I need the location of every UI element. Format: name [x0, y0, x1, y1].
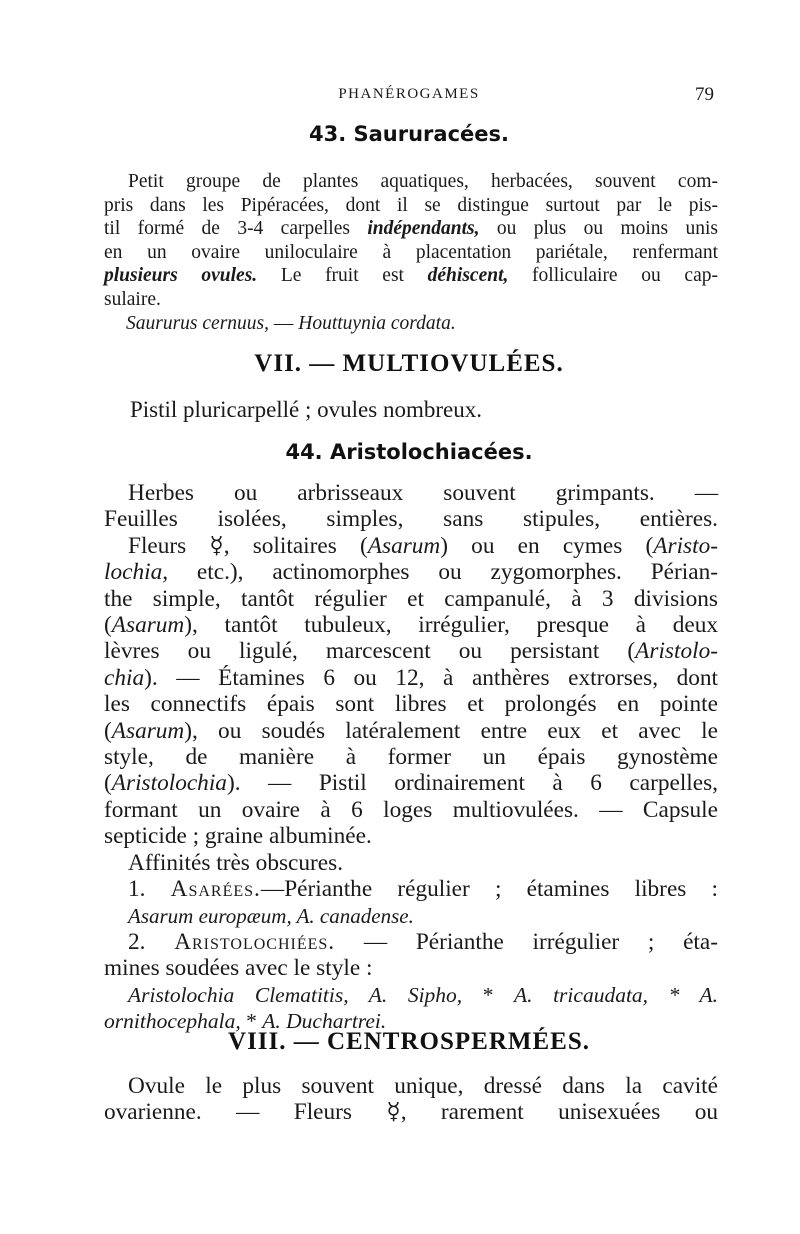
heading-aristolochiacees: 44. Aristolochiacées. — [285, 440, 533, 464]
text-line: formant un ovaire à 6 loges multiovulées. — Capsule — [104, 796, 718, 823]
example-line: Aristolochia Clematitis, A. Sipho, * A. tricaudata, * A. — [128, 982, 719, 1007]
text-line: Affinités très obscures. — [128, 849, 344, 876]
text-line: les connectifs épais sont libres et prolongés en pointe — [104, 691, 718, 718]
text-line: en un ovaire uniloculaire à placentation pariétale, renfermant — [104, 241, 718, 263]
text-line: style, de manière à former un épais gynostème — [104, 744, 718, 771]
text-line: Ovule le plus souvent unique, dressé dans la cavité — [128, 1073, 718, 1099]
page-number: 79 — [695, 84, 714, 105]
heading-saururacees: 43. Saururacées. — [308, 122, 509, 146]
example-line: Saururus cernuus, — Houttuynia cordata. — [126, 312, 456, 334]
text-line: (Asarum), tantôt tubuleux, irrégulier, presque à deux — [104, 612, 718, 639]
heading-centrospermees: VIII. — CENTROSPERMÉES. — [228, 1028, 590, 1055]
subgroup-aristolochiees: 2. Aristolochiées. — Périanthe irrégulier ; éta- — [128, 928, 718, 955]
text-line: (Asarum), ou soudés latéralement entre eux et avec le — [104, 717, 718, 744]
subgroup-asarees: 1. Asarées.—Périanthe régulier ; étamines libres : — [128, 876, 719, 903]
paragraph-centrospermees — [104, 1073, 718, 1126]
example-line: ornithocephala, * A. Duchartrei. — [104, 1009, 387, 1034]
paragraph-multiovulees — [104, 397, 718, 423]
heading-multiovulees: VII. — MULTIOVULÉES. — [254, 350, 564, 377]
text-line: lèvres ou ligulé, marcescent ou persistant (Aristolo- — [104, 638, 718, 665]
text-line: Pistil pluricarpellé ; ovules nombreux. — [130, 397, 482, 422]
text-line: til formé de 3-4 carpelles indépendants, ou plus ou moins unis — [104, 218, 718, 240]
text-line: ovarienne. — Fleurs ☿, rarement unisexuées ou — [104, 1099, 718, 1126]
text-line: Herbes ou arbrisseaux souvent grimpants. — — [128, 480, 718, 506]
text-line: plusieurs ovules. Le fruit est déhiscent, folliculaire ou cap- — [104, 265, 718, 287]
paragraph-saururacees — [104, 170, 718, 335]
text-line: mines soudées avec le style : — [104, 955, 373, 982]
text-line: pris dans les Pipéracées, dont il se distingue surtout par le pis- — [104, 194, 718, 216]
text-line: Fleurs ☿, solitaires (Asarum) ou en cymes (Aristo- — [128, 532, 718, 559]
text-line: Petit groupe de plantes aquatiques, herbacées, souvent com- — [128, 171, 718, 192]
example-line: Asarum europæum, A. canadense. — [128, 903, 414, 928]
text-line: sulaire. — [104, 288, 161, 310]
text-line: chia). — Étamines 6 ou 12, à anthères extrorses, dont — [104, 664, 718, 691]
text-line: septicide ; graine albuminée. — [104, 823, 372, 850]
text-line: the simple, tantôt régulier et campanulé, à 3 divisions — [104, 585, 718, 612]
text-line: lochia, etc.), actinomorphes ou zygomorphes. Périan- — [104, 559, 718, 586]
running-head — [104, 86, 714, 110]
paragraph-aristolochiacees — [104, 480, 718, 1035]
text-line: Feuilles isolées, simples, sans stipules, entières. — [104, 506, 718, 533]
running-title: PHANÉROGAMES — [338, 86, 480, 102]
text-line: (Aristolochia). — Pistil ordinairement à 6 carpelles, — [104, 770, 718, 797]
